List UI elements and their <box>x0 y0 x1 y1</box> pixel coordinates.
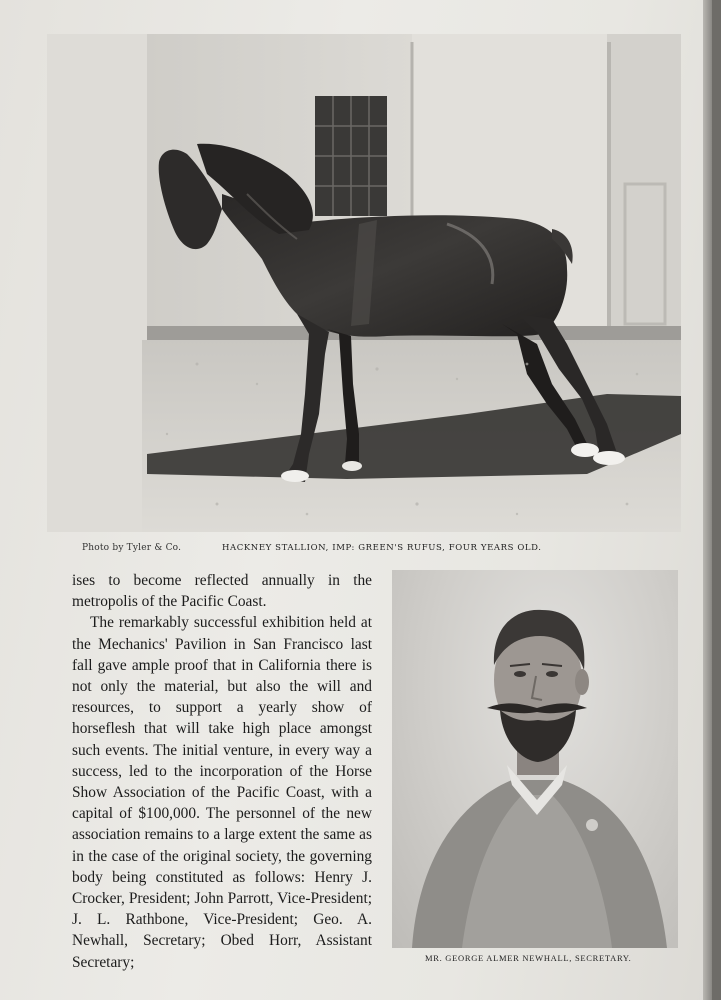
photo-caption: HACKNEY STALLION, IMP: GREEN'S RUFUS, FOUR YEARS OLD. <box>222 543 542 553</box>
article-body <box>72 570 372 973</box>
portrait-caption: MR. GEORGE ALMER NEWHALL, SECRETARY. <box>425 953 632 963</box>
photo-credit: Photo by Tyler & Co. <box>82 543 182 553</box>
page-edge <box>703 0 712 1000</box>
article-paragraph-2: The remarkably successful exhibition held at the Mechanics' Pavilion in San Francisco last fall gave ample proof that in California there is not only the material, but also the will and resources, to support a yearly show of horseflesh that will take high place amongst such events. The initial venture, in every way a success, led to the incorporation of the Horse Show Association of the Pacific Coast, with a capital of $100,000. The personnel of the new association remains to a large extent the same as in the case of the original society, the governing body being constituted as follows: Henry J. Crocker, President; John Parrott, Vice-President; J. L. Rathbone, Vice-President; Geo. A. Newhall, Secretary; Obed Horr, Assistant Secretary; <box>72 614 372 971</box>
article-paragraph-1: ises to become reflected annually in the metropolis of the Pacific Coast. <box>72 572 372 611</box>
hackney-stallion-photo <box>47 34 681 532</box>
newhall-portrait-photo <box>392 570 678 948</box>
